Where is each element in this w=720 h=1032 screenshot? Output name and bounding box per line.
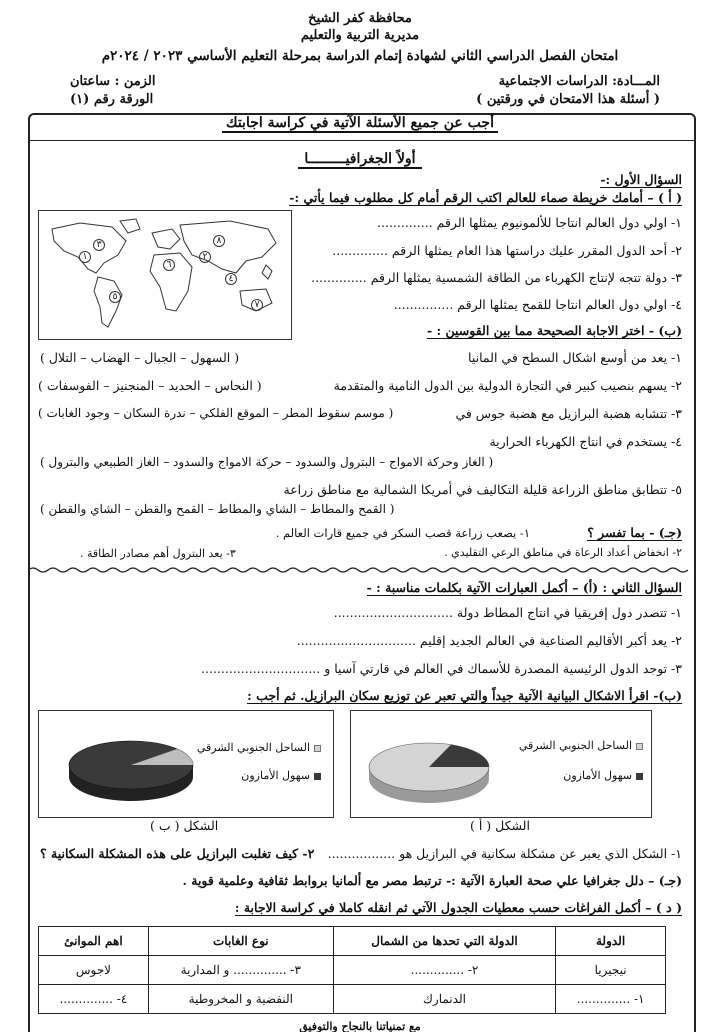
q1-b-q3: ٣- تتشابه هضبة البرازيل مع هضبة جوس في xyxy=(455,406,682,421)
q2-a-item-3: ٣- توجد الدول الرئيسية المصدرة للأسماك في العالم في قارتي آسيا و .............................. xyxy=(201,661,682,676)
map-number-8: ٨ xyxy=(213,235,225,247)
table-header: الدولة xyxy=(556,927,666,956)
q1-b-opts-5: ( القمح والمطاط – الشاي والمطاط – القمح والقطن – الشاي والقطن ) xyxy=(40,502,395,516)
section-title: أولاً الجغرافيـــــــــا xyxy=(0,151,720,167)
table-header: نوع الغابات xyxy=(148,927,333,956)
legend-a-amazon: سهول الأمازون xyxy=(563,769,643,782)
map-number-7: ٧ xyxy=(251,299,263,311)
divider xyxy=(30,140,694,141)
table-header: الدولة التي تحدها من الشمال xyxy=(333,927,555,956)
directorate: مديرية التربية والتعليم xyxy=(300,28,420,43)
q1-b-q1: ١- يعد من أوسع اشكال السطح في المانيا xyxy=(468,350,682,365)
q1-b-opts-1: ( السهول – الجبال – الهضاب – التلال ) xyxy=(40,350,240,365)
instruction: أجب عن جميع الأسئلة الآتية في كراسة اجابتك xyxy=(0,115,720,131)
table-cell: ١- .............. xyxy=(556,985,666,1014)
sheet-number: الورقة رقم (١) xyxy=(70,92,154,107)
legend-b-amazon: سهول الأمازون xyxy=(241,769,321,782)
q1-b-q4: ٤- يستخدم في انتاج الكهرباء الحرارية xyxy=(489,434,682,449)
q1-b-q2: ٢- يسهم بنصيب كبير في التجارة الدولية بين الدول النامية والمتقدمة xyxy=(333,378,682,393)
q1-c-item-3: ٣- يعد البترول أهم مصادر الطاقة . xyxy=(80,547,236,560)
q1-a-head: ( أ ) – أمامك خريطة صماء للعالم اكتب الرقم أمام كل مطلوب فيما يأتي :- xyxy=(289,190,682,205)
legend-b-swatch-light xyxy=(314,745,321,752)
q1-c-item-2: ٢- انخفاض أعداد الرعاة في مناطق الرعي التقليدي . xyxy=(444,546,682,559)
table-cell: نيجيريا xyxy=(556,956,666,985)
meta-row-1 xyxy=(70,74,660,89)
map-number-2: ٢ xyxy=(199,251,211,263)
q1-a-item-4: ٤- اولي دول العالم انتاجا للقمح يمثلها الرقم ............... xyxy=(393,297,682,312)
legend-a-swatch-dark xyxy=(636,773,643,780)
table-cell: لاجوس xyxy=(39,956,149,985)
map-number-3: ٣ xyxy=(93,239,105,251)
table-cell: ٤- .............. xyxy=(39,985,149,1014)
q2-d-head: ( د ) – أكمل الفراغات حسب معطيات الجدول الآتي ثم انقله كاملا في كراسة الاجابة : xyxy=(234,900,682,915)
q2-title: السؤال الثاني : (أ) – أكمل العبارات الآتية بكلمات مناسبة : - xyxy=(366,580,682,595)
table-row xyxy=(39,956,666,985)
map-number-1: ١ xyxy=(79,251,91,263)
table-cell: ٢- .............. xyxy=(333,956,555,985)
exam-title: امتحان الفصل الدراسي الثاني لشهادة إتمام الدراسة بمرحلة التعليم الأساسي ٢٠٢٣ / ٢٠٢٤م xyxy=(101,48,619,64)
blank-world-map xyxy=(38,210,292,340)
q1-c-head: (جـ) - بما تفسر ؟ xyxy=(587,525,682,540)
wavy-divider xyxy=(28,566,694,574)
meta-row-2 xyxy=(70,92,660,107)
legend-a-southeast: الساحل الجنوبي الشرقي xyxy=(519,739,643,752)
q1-b-opts-3: ( موسم سقوط المطر – الموقع الفلكي – ندرة السكان – وجود الغابات ) xyxy=(38,406,394,420)
world-map-svg xyxy=(40,211,291,338)
footer-note: مع تمنياتنا بالنجاح والتوفيق xyxy=(299,1020,421,1032)
q2-c: (جـ) – دلل جغرافيا علي صحة العبارة الآتية :- ترتبط مصر مع ألمانيا بروابط ثقافية وعلمية قوية . xyxy=(182,873,682,888)
pie-b-svg xyxy=(57,721,207,811)
governorate: محافظة كفر الشيخ xyxy=(308,11,412,26)
pages-note: ( أسئلة هذا الامتحان في ورقتين ) xyxy=(476,92,660,107)
q1-b-q5: ٥- تتطابق مناطق الزراعة قليلة التكاليف في أمريكا الشمالية مع مناطق زراعة xyxy=(283,482,682,497)
q2-b-q2: ٢- كيف تغلبت البرازيل على هذه المشكلة السكانية ؟ xyxy=(40,846,315,861)
table-cell: الدنمارك xyxy=(333,985,555,1014)
q1-a-item-3: ٣- دولة تتجه لإنتاج الكهرباء من الطاقة الشمسية يمثلها الرقم .............. xyxy=(311,270,682,285)
q1-b-head: (ب) - اختر الاجابة الصحيحة مما بين القوسين : - xyxy=(427,323,682,338)
q1-a-item-1: ١- اولي دول العالم انتاجا للألمونيوم يمثلها الرقم .............. xyxy=(377,215,682,230)
legend-b-southeast: الساحل الجنوبي الشرقي xyxy=(197,741,321,754)
table-row xyxy=(39,985,666,1014)
map-number-4: ٤ xyxy=(225,273,237,285)
fig-a-label: الشكل ( أ ) xyxy=(470,818,530,833)
exam-time: الزمن : ساعتان xyxy=(70,74,156,89)
table-cell: النفضية و المخروطية xyxy=(148,985,333,1014)
forests-table xyxy=(38,926,666,1014)
table-cell: ٣- .............. و المدارية xyxy=(148,956,333,985)
q2-a-item-1: ١- تتصدر دول إفريقيا في انتاج المطاط دولة .............................. xyxy=(333,605,682,620)
table-header: اهم الموانئ xyxy=(39,927,149,956)
map-number-6: ٦ xyxy=(163,259,175,271)
q1-c-item-1: ١- يصعب زراعة قصب السكر في جميع قارات العالم . xyxy=(275,526,530,540)
pie-chart-a xyxy=(350,710,652,818)
q1-b-opts-4: ( الغاز وحركة الامواج – البترول والسدود – حركة الامواج والسدود – الغاز الطبيعي والبترول ) xyxy=(40,455,494,469)
q2-b-q1: ١- الشكل الذي يعبر عن مشكلة سكانية في البرازيل هو ................. xyxy=(327,846,682,861)
q2-b-head: (ب)- اقرأ الاشكال البيانية الآتية جيداً والتي تعبر عن توزيع سكان البرازيل. ثم أجب : xyxy=(247,688,682,703)
q1-title: السؤال الأول :- xyxy=(600,172,682,187)
pie-a-svg xyxy=(359,721,499,811)
legend-b-swatch-dark xyxy=(314,773,321,780)
q1-b-opts-2: ( النحاس – الحديد – المنجنيز – الفوسفات ) xyxy=(38,378,262,393)
map-number-5: ٥ xyxy=(109,291,121,303)
pie-chart-b xyxy=(38,710,334,818)
q1-a-item-2: ٢- أحد الدول المقرر عليك دراستها هذا العام يمثلها الرقم .............. xyxy=(332,243,682,258)
exam-header xyxy=(0,10,720,65)
legend-a-swatch-light xyxy=(636,743,643,750)
q2-a-item-2: ٢- يعد أكبر الأقاليم الصناعية في العالم الجديد إقليم .............................. xyxy=(296,633,682,648)
fig-b-label: الشكل ( ب ) xyxy=(150,818,219,833)
subject: المـــادة: الدراسات الاجتماعية xyxy=(498,74,660,89)
table-header-row xyxy=(39,927,666,956)
